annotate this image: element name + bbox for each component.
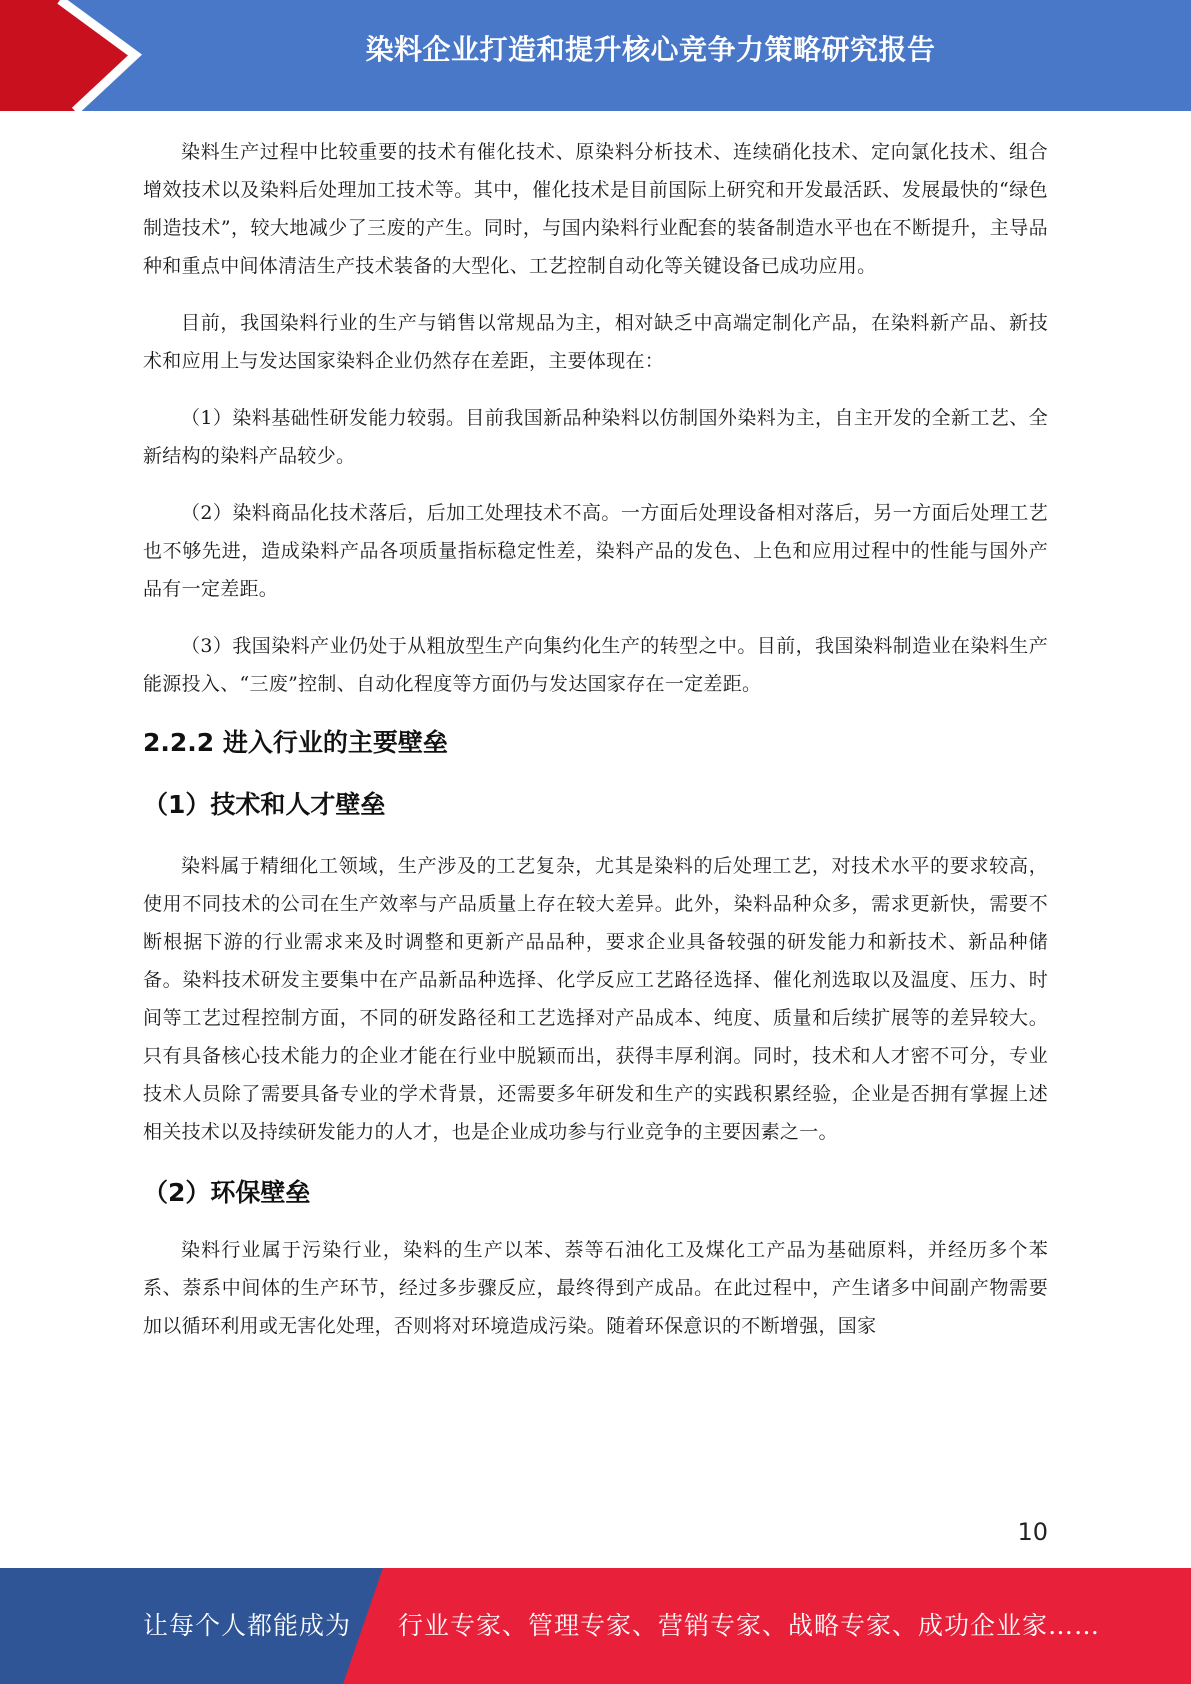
paragraph-point-1: （1）染料基础性研发能力较弱。目前我国新品种染料以仿制国外染料为主，自主开发的全新工艺、全新结构的染料产品较少。 [143, 407, 1048, 467]
header-banner [0, 0, 1191, 111]
page-number: 10 [1017, 1518, 1048, 1546]
section-heading: 2.2.2 进入行业的主要壁垒 [143, 728, 448, 757]
main-content [143, 133, 1048, 1345]
footer-banner [0, 1568, 1191, 1684]
subsection-heading-environmental: （2）环保壁垒 [143, 1178, 311, 1207]
paragraph-tech-talent-barrier: 染料属于精细化工领域，生产涉及的工艺复杂，尤其是染料的后处理工艺，对技术水平的要求较高，使用不同技术的公司在生产效率与产品质量上存在较大差异。此外，染料品种众多，需求更新快，需要不断根据下游的行业需求来及时调整和更新产品品种，要求企业具备较强的研发能力和新技术、新品种储备。染料技术研发主要集中在产品新品种选择、化学反应工艺路径选择、催化剂选取以及温度、压力、时间等工艺过程控制方面，不同的研发路径和工艺选择对产品成本、纯度、质量和后续扩展等的差异较大。只有具备核心技术能力的企业才能在行业中脱颖而出，获得丰厚利润。同时，技术和人才密不可分，专业技术人员除了需要具备专业的学术背景，还需要多年研发和生产的实践积累经验，企业是否拥有掌握上述相关技术以及持续研发能力的人才，也是企业成功参与行业竞争的主要因素之一。 [143, 855, 1048, 1143]
footer-slogan-right: 行业专家、管理专家、营销专家、战略专家、成功企业家…… [398, 1611, 1101, 1640]
paragraph-current-status: 目前，我国染料行业的生产与销售以常规品为主，相对缺乏中高端定制化产品，在染料新产品、新技术和应用上与发达国家染料企业仍然存在差距，主要体现在： [143, 312, 1048, 372]
footer-slogan-left: 让每个人都能成为 [143, 1611, 352, 1640]
subsection-heading-tech-talent: （1）技术和人才壁垒 [143, 790, 386, 819]
paragraph-environmental-barrier: 染料行业属于污染行业，染料的生产以苯、萘等石油化工及煤化工产品为基础原料，并经历多个苯系、萘系中间体的生产环节，经过多步骤反应，最终得到产成品。在此过程中，产生诸多中间副产物需要加以循环利用或无害化处理，否则将对环境造成污染。随着环保意识的不断增强，国家 [143, 1239, 1048, 1337]
header-arrow-decoration [0, 0, 150, 111]
paragraph-technologies: 染料生产过程中比较重要的技术有催化技术、原染料分析技术、连续硝化技术、定向氯化技术、组合增效技术以及染料后处理加工技术等。其中，催化技术是目前国际上研究和开发最活跃、发展最快的“绿色制造技术”，较大地减少了三废的产生。同时，与国内染料行业配套的装备制造水平也在不断提升，主导品种和重点中间体清洁生产技术装备的大型化、工艺控制自动化等关键设备已成功应用。 [143, 141, 1048, 277]
paragraph-point-2: （2）染料商品化技术落后，后加工处理技术不高。一方面后处理设备相对落后，另一方面后处理工艺也不够先进，造成染料产品各项质量指标稳定性差，染料产品的发色、上色和应用过程中的性能与国外产品有一定差距。 [143, 502, 1048, 600]
paragraph-point-3: （3）我国染料产业仍处于从粗放型生产向集约化生产的转型之中。目前，我国染料制造业在染料生产能源投入、“三废”控制、自动化程度等方面仍与发达国家存在一定差距。 [143, 635, 1048, 695]
report-title: 染料企业打造和提升核心竞争力策略研究报告 [365, 33, 936, 66]
